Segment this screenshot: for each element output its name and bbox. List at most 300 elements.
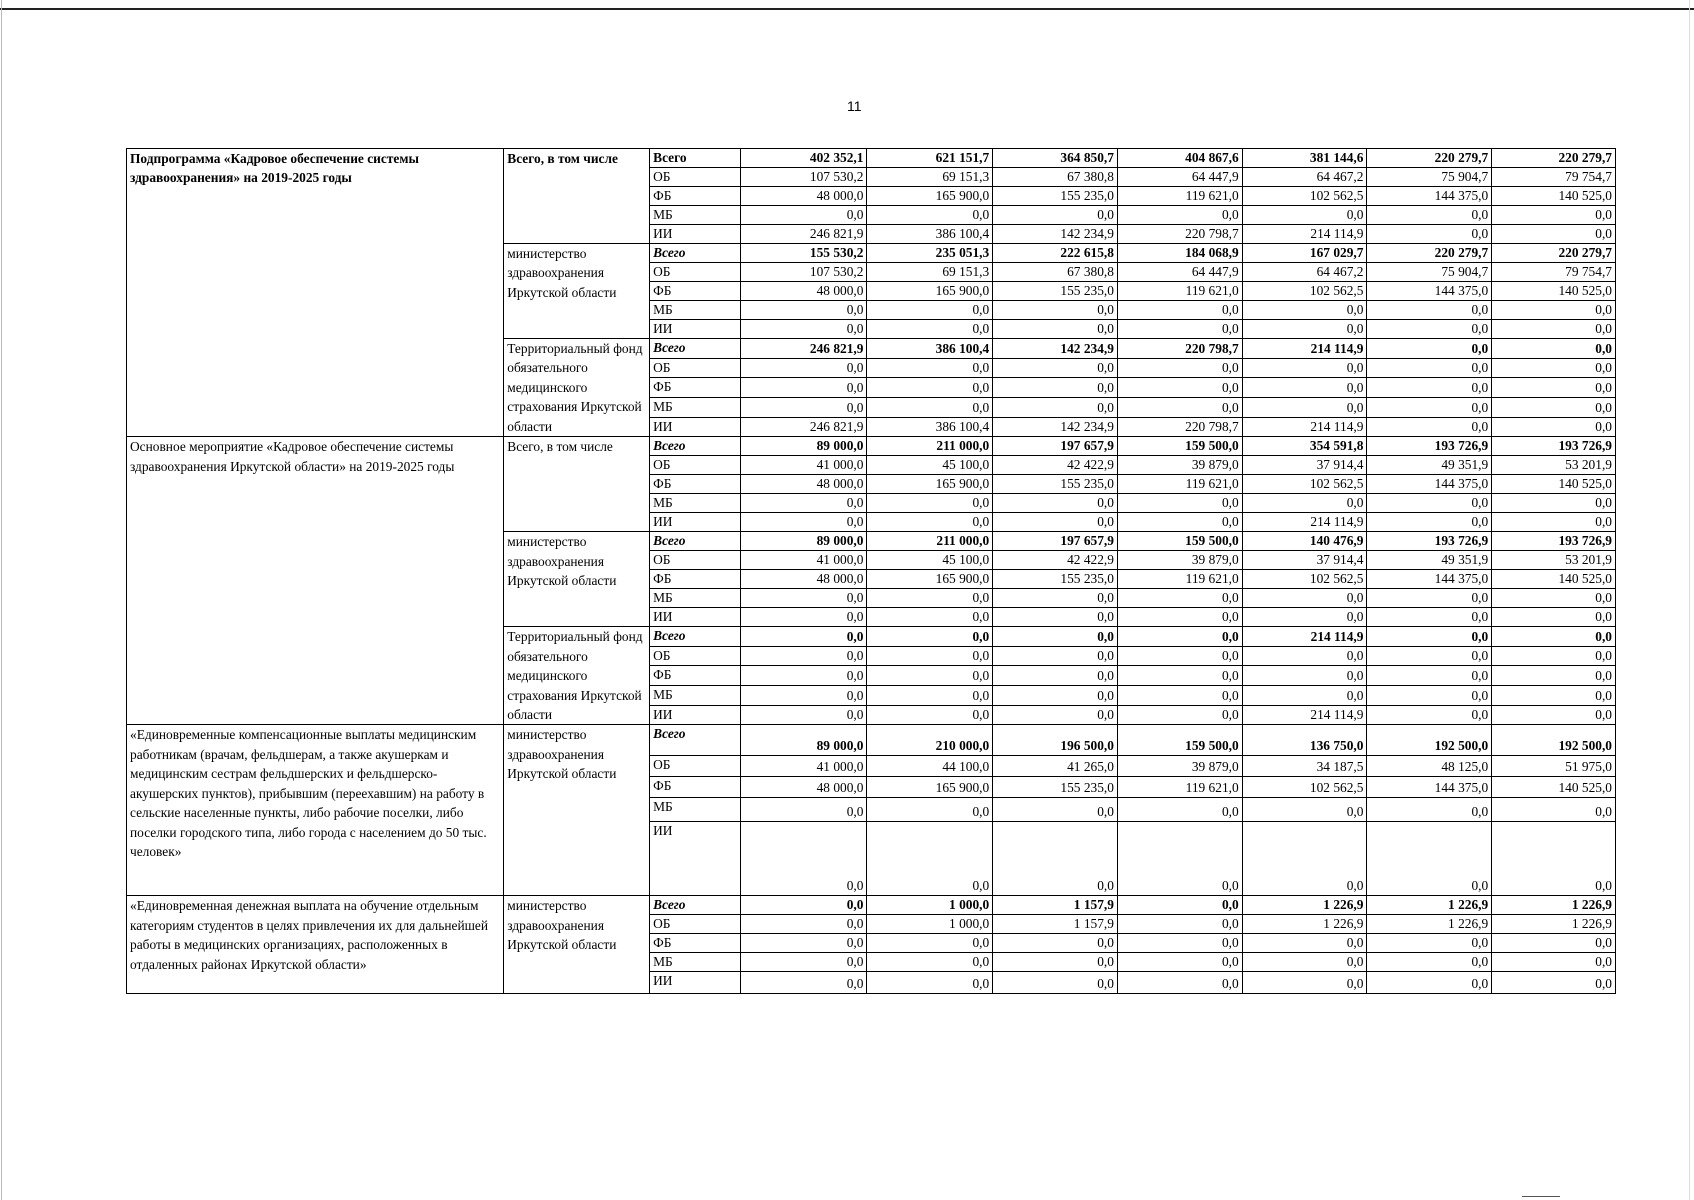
measure-title: «Единовременная денежная выплата на обучение отдельным категориям студентов в целях привлечения их для дальнейшей работы в медицинских организациях, расположенных в отдаленных районах Иркутской области» [127,896,504,994]
amount-cell: 0,0 [1242,397,1367,417]
measure-title: «Единовременные компенсационные выплаты медицинским работникам (врачам, фельдшерам, а также акушеркам и медицинским сестрам фельдшерских и фельдшерско-акушерских пунктов), прибывшим (переехавшим) на работу в сельские населенные пункты, либо рабочие поселки, либо поселки городского типа, либо города с населением до 50 тыс. человек» [127,725,504,896]
amount-cell: 0,0 [1117,896,1242,915]
amount-cell: 0,0 [740,494,867,513]
amount-cell: 0,0 [740,589,867,608]
amount-cell: 0,0 [1117,666,1242,686]
page-border-top [0,8,1694,10]
amount-cell: 155 235,0 [993,187,1118,206]
amount-cell: 184 068,9 [1117,244,1242,263]
amount-cell: 165 900,0 [867,282,993,301]
amount-cell: 0,0 [1242,972,1367,994]
amount-cell: 0,0 [1242,646,1367,666]
amount-cell: 142 234,9 [993,339,1118,359]
amount-cell: 64 447,9 [1117,263,1242,282]
amount-cell: 159 500,0 [1117,437,1242,456]
amount-cell: 75 904,7 [1367,263,1492,282]
amount-cell: 0,0 [1117,358,1242,378]
amount-cell: 142 234,9 [993,225,1118,244]
amount-cell: 89 000,0 [740,725,867,756]
table-row [127,437,1616,456]
amount-cell: 0,0 [1117,608,1242,627]
amount-cell: 0,0 [740,915,867,934]
amount-cell: 89 000,0 [740,437,867,456]
page-border-left [1,0,2,1200]
funding-source: ИИ [650,822,741,896]
amount-cell: 0,0 [1492,397,1616,417]
amount-cell: 0,0 [1117,822,1242,896]
amount-cell: 144 375,0 [1367,475,1492,494]
amount-cell: 0,0 [1117,953,1242,972]
amount-cell: 0,0 [1117,705,1242,725]
amount-cell: 0,0 [1492,378,1616,398]
amount-cell: 0,0 [867,798,993,822]
amount-cell: 0,0 [1492,513,1616,532]
amount-cell: 0,0 [1367,589,1492,608]
amount-cell: 155 235,0 [993,777,1118,798]
amount-cell: 193 726,9 [1367,437,1492,456]
amount-cell: 140 525,0 [1492,570,1616,589]
amount-cell: 0,0 [740,513,867,532]
funding-source: ФБ [650,475,741,494]
amount-cell: 144 375,0 [1367,777,1492,798]
funding-source: ФБ [650,570,741,589]
amount-cell: 0,0 [1367,627,1492,647]
amount-cell: 0,0 [1492,320,1616,339]
amount-cell: 0,0 [867,301,993,320]
amount-cell: 0,0 [1117,513,1242,532]
amount-cell: 0,0 [1367,339,1492,359]
amount-cell: 0,0 [1117,972,1242,994]
amount-cell: 0,0 [1492,608,1616,627]
amount-cell: 79 754,7 [1492,263,1616,282]
amount-cell: 142 234,9 [993,417,1118,437]
amount-cell: 0,0 [993,301,1118,320]
funding-source: ФБ [650,282,741,301]
funding-source: ОБ [650,551,741,570]
measure-title: Подпрограмма «Кадровое обеспечение системы здравоохранения» на 2019-2025 годы [127,149,504,437]
amount-cell: 102 562,5 [1242,777,1367,798]
amount-cell: 0,0 [740,896,867,915]
amount-cell: 1 226,9 [1492,915,1616,934]
amount-cell: 0,0 [1492,953,1616,972]
amount-cell: 0,0 [993,972,1118,994]
amount-cell: 0,0 [993,666,1118,686]
amount-cell: 0,0 [740,358,867,378]
amount-cell: 0,0 [867,397,993,417]
amount-cell: 0,0 [993,686,1118,706]
funding-source: ИИ [650,972,741,994]
executor-label: Всего, в том числе [504,149,650,244]
amount-cell: 0,0 [740,301,867,320]
amount-cell: 0,0 [1367,301,1492,320]
funding-source: ФБ [650,666,741,686]
amount-cell: 0,0 [1367,822,1492,896]
amount-cell: 119 621,0 [1117,282,1242,301]
amount-cell: 1 226,9 [1242,915,1367,934]
amount-cell: 193 726,9 [1492,437,1616,456]
amount-cell: 0,0 [993,798,1118,822]
amount-cell: 165 900,0 [867,187,993,206]
amount-cell: 0,0 [867,705,993,725]
amount-cell: 0,0 [867,320,993,339]
amount-cell: 64 447,9 [1117,168,1242,187]
funding-source: Всего [650,896,741,915]
amount-cell: 0,0 [1492,686,1616,706]
amount-cell: 0,0 [1492,417,1616,437]
amount-cell: 165 900,0 [867,777,993,798]
amount-cell: 0,0 [993,705,1118,725]
amount-cell: 119 621,0 [1117,475,1242,494]
amount-cell: 0,0 [867,627,993,647]
amount-cell: 140 525,0 [1492,475,1616,494]
amount-cell: 159 500,0 [1117,532,1242,551]
amount-cell: 49 351,9 [1367,456,1492,475]
amount-cell: 167 029,7 [1242,244,1367,263]
amount-cell: 0,0 [1492,494,1616,513]
amount-cell: 119 621,0 [1117,777,1242,798]
amount-cell: 193 726,9 [1492,532,1616,551]
amount-cell: 144 375,0 [1367,570,1492,589]
amount-cell: 102 562,5 [1242,570,1367,589]
amount-cell: 0,0 [1117,397,1242,417]
amount-cell: 144 375,0 [1367,282,1492,301]
amount-cell: 211 000,0 [867,532,993,551]
amount-cell: 0,0 [1117,320,1242,339]
page-number: 11 [847,98,862,114]
amount-cell: 79 754,7 [1492,168,1616,187]
amount-cell: 0,0 [1367,705,1492,725]
amount-cell: 0,0 [993,608,1118,627]
amount-cell: 0,0 [1242,589,1367,608]
funding-source: ИИ [650,705,741,725]
amount-cell: 140 525,0 [1492,282,1616,301]
amount-cell: 1 226,9 [1492,896,1616,915]
amount-cell: 220 798,7 [1117,225,1242,244]
amount-cell: 140 476,9 [1242,532,1367,551]
funding-source: ИИ [650,608,741,627]
financing-table [126,148,1616,994]
amount-cell: 0,0 [1367,513,1492,532]
funding-source: ОБ [650,456,741,475]
amount-cell: 0,0 [1117,915,1242,934]
funding-source: Всего [650,725,741,756]
amount-cell: 41 000,0 [740,456,867,475]
amount-cell: 42 422,9 [993,456,1118,475]
amount-cell: 0,0 [993,513,1118,532]
amount-cell: 0,0 [1367,225,1492,244]
amount-cell: 39 879,0 [1117,456,1242,475]
amount-cell: 246 821,9 [740,417,867,437]
funding-source: МБ [650,589,741,608]
funding-source: ОБ [650,168,741,187]
amount-cell: 155 235,0 [993,570,1118,589]
amount-cell: 159 500,0 [1117,725,1242,756]
funding-source: ОБ [650,915,741,934]
amount-cell: 0,0 [1492,646,1616,666]
amount-cell: 0,0 [1367,358,1492,378]
amount-cell: 140 525,0 [1492,777,1616,798]
amount-cell: 53 201,9 [1492,456,1616,475]
amount-cell: 155 235,0 [993,282,1118,301]
amount-cell: 0,0 [867,934,993,953]
amount-cell: 48 000,0 [740,570,867,589]
amount-cell: 0,0 [993,934,1118,953]
amount-cell: 0,0 [1242,378,1367,398]
amount-cell: 0,0 [867,589,993,608]
amount-cell: 0,0 [1492,627,1616,647]
amount-cell: 1 157,9 [993,915,1118,934]
amount-cell: 0,0 [1367,798,1492,822]
amount-cell: 0,0 [1492,206,1616,225]
amount-cell: 1 226,9 [1367,915,1492,934]
amount-cell: 0,0 [1242,686,1367,706]
amount-cell: 386 100,4 [867,417,993,437]
amount-cell: 381 144,6 [1242,149,1367,168]
amount-cell: 155 235,0 [993,475,1118,494]
funding-source: Всего [650,532,741,551]
amount-cell: 210 000,0 [867,725,993,756]
amount-cell: 220 798,7 [1117,339,1242,359]
funding-source: ОБ [650,646,741,666]
amount-cell: 196 500,0 [993,725,1118,756]
funding-source: ОБ [650,358,741,378]
amount-cell: 0,0 [1242,934,1367,953]
amount-cell: 0,0 [993,822,1118,896]
amount-cell: 45 100,0 [867,456,993,475]
amount-cell: 0,0 [993,627,1118,647]
amount-cell: 0,0 [1242,358,1367,378]
amount-cell: 0,0 [993,589,1118,608]
amount-cell: 192 500,0 [1367,725,1492,756]
amount-cell: 214 114,9 [1242,627,1367,647]
amount-cell: 214 114,9 [1242,225,1367,244]
executor-label: министерство здравоохранения Иркутской области [504,532,650,627]
amount-cell: 0,0 [740,953,867,972]
amount-cell: 0,0 [740,608,867,627]
amount-cell: 1 000,0 [867,896,993,915]
funding-source: МБ [650,953,741,972]
amount-cell: 48 125,0 [1367,756,1492,777]
amount-cell: 1 000,0 [867,915,993,934]
amount-cell: 220 798,7 [1117,417,1242,437]
amount-cell: 0,0 [867,666,993,686]
amount-cell: 0,0 [740,686,867,706]
page-border-right [1689,0,1690,1200]
amount-cell: 49 351,9 [1367,551,1492,570]
amount-cell: 0,0 [1367,646,1492,666]
amount-cell: 102 562,5 [1242,282,1367,301]
amount-cell: 0,0 [1367,320,1492,339]
amount-cell: 0,0 [993,206,1118,225]
amount-cell: 0,0 [740,798,867,822]
amount-cell: 107 530,2 [740,263,867,282]
amount-cell: 404 867,6 [1117,149,1242,168]
amount-cell: 0,0 [1492,972,1616,994]
funding-source: ИИ [650,225,741,244]
amount-cell: 136 750,0 [1242,725,1367,756]
amount-cell: 0,0 [1242,608,1367,627]
amount-cell: 0,0 [1117,686,1242,706]
amount-cell: 0,0 [1242,666,1367,686]
amount-cell: 0,0 [1367,206,1492,225]
amount-cell: 0,0 [1492,301,1616,320]
amount-cell: 53 201,9 [1492,551,1616,570]
amount-cell: 0,0 [1367,666,1492,686]
footer-mark [1522,1196,1560,1197]
amount-cell: 0,0 [1242,798,1367,822]
amount-cell: 0,0 [740,822,867,896]
amount-cell: 0,0 [740,320,867,339]
amount-cell: 107 530,2 [740,168,867,187]
amount-cell: 246 821,9 [740,339,867,359]
amount-cell: 0,0 [740,934,867,953]
executor-label: Всего, в том числе [504,437,650,532]
funding-source: Всего [650,339,741,359]
table-row [127,149,1616,168]
amount-cell: 1 157,9 [993,896,1118,915]
funding-source: ИИ [650,320,741,339]
amount-cell: 0,0 [867,358,993,378]
amount-cell: 197 657,9 [993,437,1118,456]
amount-cell: 165 900,0 [867,570,993,589]
amount-cell: 214 114,9 [1242,339,1367,359]
funding-source: МБ [650,301,741,320]
amount-cell: 0,0 [1242,953,1367,972]
amount-cell: 119 621,0 [1117,187,1242,206]
amount-cell: 214 114,9 [1242,705,1367,725]
amount-cell: 0,0 [993,953,1118,972]
amount-cell: 0,0 [740,705,867,725]
amount-cell: 41 000,0 [740,551,867,570]
amount-cell: 0,0 [740,206,867,225]
amount-cell: 0,0 [1492,934,1616,953]
amount-cell: 39 879,0 [1117,551,1242,570]
amount-cell: 220 279,7 [1367,149,1492,168]
amount-cell: 0,0 [740,397,867,417]
amount-cell: 0,0 [1117,589,1242,608]
amount-cell: 0,0 [1367,494,1492,513]
amount-cell: 0,0 [867,608,993,627]
amount-cell: 89 000,0 [740,532,867,551]
amount-cell: 197 657,9 [993,532,1118,551]
funding-source: ФБ [650,378,741,398]
amount-cell: 0,0 [1492,705,1616,725]
amount-cell: 0,0 [1367,953,1492,972]
amount-cell: 0,0 [1242,301,1367,320]
amount-cell: 0,0 [1117,206,1242,225]
amount-cell: 0,0 [1367,972,1492,994]
table-row [127,896,1616,915]
amount-cell: 364 850,7 [993,149,1118,168]
amount-cell: 48 000,0 [740,475,867,494]
amount-cell: 45 100,0 [867,551,993,570]
amount-cell: 0,0 [1117,301,1242,320]
executor-label: Территориальный фонд обязательного медицинского страхования Иркутской области [504,339,650,437]
amount-cell: 1 226,9 [1242,896,1367,915]
amount-cell: 0,0 [867,206,993,225]
funding-source: Всего [650,149,741,168]
amount-cell: 0,0 [740,627,867,647]
amount-cell: 0,0 [993,378,1118,398]
amount-cell: 0,0 [1492,666,1616,686]
amount-cell: 0,0 [1242,320,1367,339]
amount-cell: 165 900,0 [867,475,993,494]
amount-cell: 0,0 [1492,589,1616,608]
amount-cell: 0,0 [867,494,993,513]
amount-cell: 214 114,9 [1242,513,1367,532]
amount-cell: 39 879,0 [1117,756,1242,777]
amount-cell: 67 380,8 [993,168,1118,187]
funding-source: ОБ [650,756,741,777]
amount-cell: 64 467,2 [1242,263,1367,282]
funding-source: МБ [650,397,741,417]
amount-cell: 75 904,7 [1367,168,1492,187]
amount-cell: 192 500,0 [1492,725,1616,756]
amount-cell: 48 000,0 [740,187,867,206]
amount-cell: 0,0 [867,953,993,972]
amount-cell: 0,0 [867,378,993,398]
amount-cell: 51 975,0 [1492,756,1616,777]
funding-source: Всего [650,437,741,456]
amount-cell: 0,0 [1367,686,1492,706]
amount-cell: 42 422,9 [993,551,1118,570]
amount-cell: 119 621,0 [1117,570,1242,589]
amount-cell: 0,0 [1117,627,1242,647]
executor-label: министерство здравоохранения Иркутской области [504,896,650,994]
funding-source: ИИ [650,513,741,532]
measure-title: Основное мероприятие «Кадровое обеспечение системы здравоохранения Иркутской области» на 2019-2025 годы [127,437,504,725]
amount-cell: 235 051,3 [867,244,993,263]
funding-source: Всего [650,244,741,263]
amount-cell: 621 151,7 [867,149,993,168]
amount-cell: 220 279,7 [1367,244,1492,263]
amount-cell: 0,0 [1367,608,1492,627]
funding-source: МБ [650,798,741,822]
amount-cell: 0,0 [1117,798,1242,822]
amount-cell: 220 279,7 [1492,149,1616,168]
funding-source: ФБ [650,187,741,206]
amount-cell: 34 187,5 [1242,756,1367,777]
amount-cell: 0,0 [1492,822,1616,896]
funding-source: МБ [650,686,741,706]
amount-cell: 386 100,4 [867,339,993,359]
amount-cell: 69 151,3 [867,263,993,282]
amount-cell: 64 467,2 [1242,168,1367,187]
funding-source: ИИ [650,417,741,437]
executor-label: министерство здравоохранения Иркутской области [504,244,650,339]
amount-cell: 220 279,7 [1492,244,1616,263]
amount-cell: 0,0 [867,513,993,532]
amount-cell: 0,0 [867,972,993,994]
amount-cell: 0,0 [1242,206,1367,225]
funding-source: ФБ [650,777,741,798]
amount-cell: 41 265,0 [993,756,1118,777]
amount-cell: 48 000,0 [740,282,867,301]
executor-label: Территориальный фонд обязательного медицинского страхования Иркутской области [504,627,650,725]
amount-cell: 386 100,4 [867,225,993,244]
amount-cell: 140 525,0 [1492,187,1616,206]
amount-cell: 214 114,9 [1242,417,1367,437]
funding-source: МБ [650,206,741,225]
amount-cell: 67 380,8 [993,263,1118,282]
amount-cell: 1 226,9 [1367,896,1492,915]
amount-cell: 41 000,0 [740,756,867,777]
amount-cell: 37 914,4 [1242,456,1367,475]
amount-cell: 0,0 [1117,646,1242,666]
amount-cell: 0,0 [867,686,993,706]
amount-cell: 102 562,5 [1242,187,1367,206]
amount-cell: 0,0 [740,378,867,398]
